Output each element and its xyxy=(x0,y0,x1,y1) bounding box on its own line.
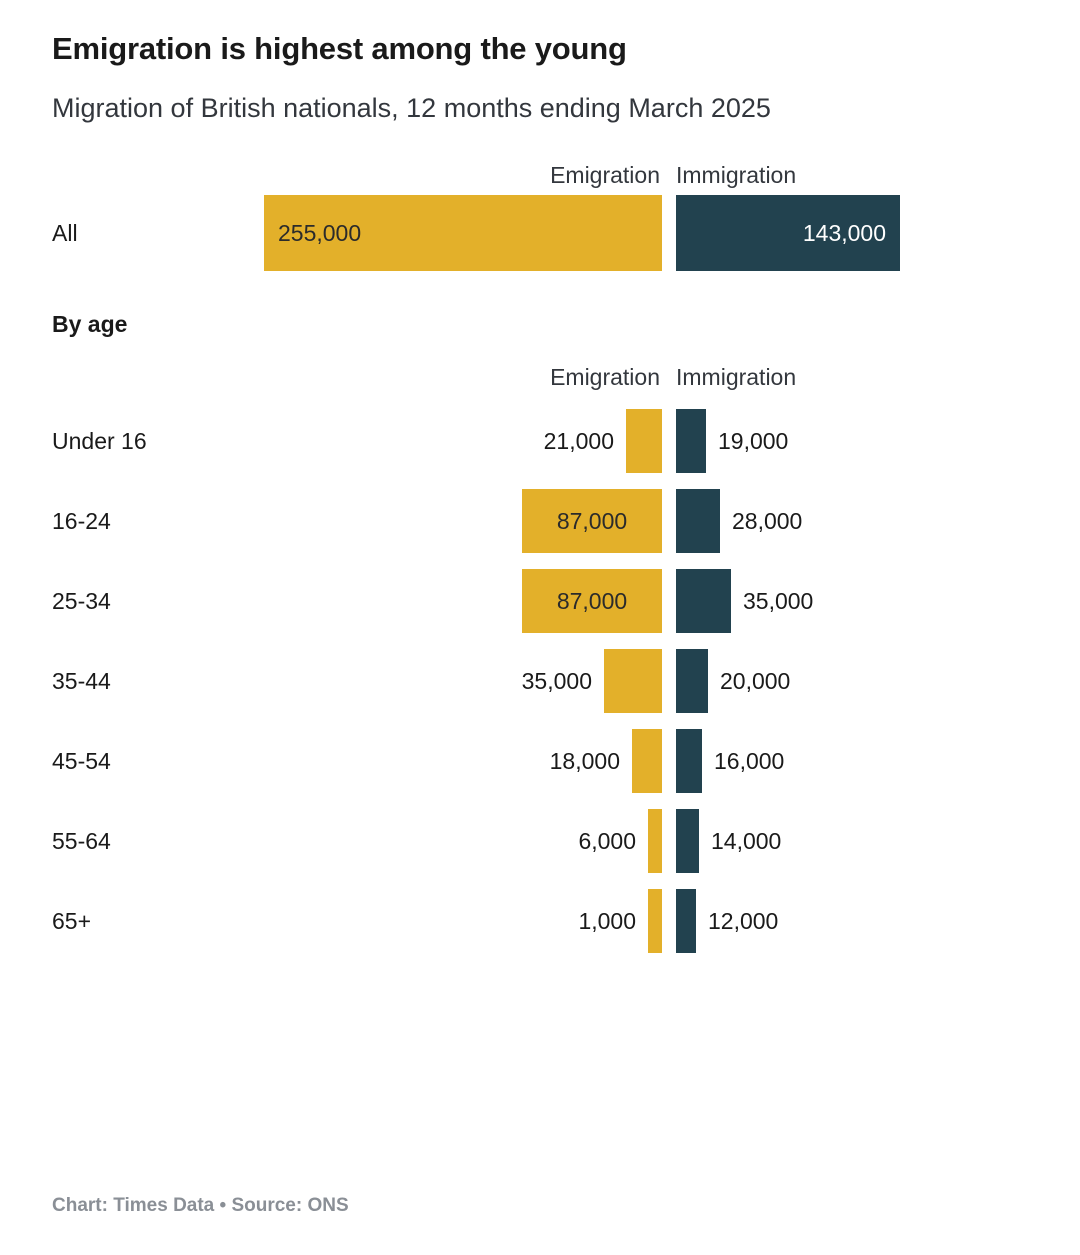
immigration-bar xyxy=(676,729,702,793)
table-row xyxy=(52,881,1032,961)
by-age-heading: By age xyxy=(52,311,128,338)
emigration-bar xyxy=(604,649,662,713)
emigration-bar-cell xyxy=(210,809,662,873)
row-label-all: All xyxy=(52,219,78,246)
immigration-bar xyxy=(676,889,696,953)
emigration-bar xyxy=(648,809,662,873)
table-row xyxy=(52,801,1032,881)
table-row xyxy=(52,401,1032,481)
emigration-bar-cell xyxy=(210,489,662,553)
emigration-bar-cell xyxy=(210,649,662,713)
immigration-bar xyxy=(676,809,699,873)
immigration-bar-cell xyxy=(666,409,1066,473)
emigration-bar-cell xyxy=(210,889,662,953)
page-title: Emigration is highest among the young xyxy=(52,31,627,66)
immigration-bar-cell xyxy=(666,489,1066,553)
chart-subtitle: Migration of British nationals, 12 months ending March 2025 xyxy=(52,93,771,124)
emigration-bar xyxy=(648,889,662,953)
row-label: 16-24 xyxy=(52,507,111,534)
immigration-value-all: 143,000 xyxy=(802,219,886,246)
emigration-value: 6,000 xyxy=(578,827,636,854)
immigration-value: 12,000 xyxy=(708,907,779,934)
immigration-bar-cell xyxy=(666,809,1066,873)
row-label: 35-44 xyxy=(52,667,111,694)
emigration-value: 35,000 xyxy=(521,667,592,694)
immigration-value: 16,000 xyxy=(714,747,785,774)
emigration-bar-cell xyxy=(210,409,662,473)
emigration-value: 18,000 xyxy=(549,747,620,774)
legend-emigration-age: Emigration xyxy=(550,364,660,391)
legend-emigration: Emigration xyxy=(550,162,660,189)
row-label: 45-54 xyxy=(52,747,111,774)
emigration-value: 87,000 xyxy=(556,507,628,534)
emigration-bar xyxy=(522,569,662,633)
emigration-bar xyxy=(632,729,662,793)
immigration-value: 14,000 xyxy=(711,827,782,854)
emigration-value: 21,000 xyxy=(543,427,614,454)
immigration-bar xyxy=(676,489,720,553)
table-row xyxy=(52,481,1032,561)
immigration-bar-cell xyxy=(666,649,1066,713)
immigration-bar-cell xyxy=(666,569,1066,633)
emigration-bar xyxy=(626,409,662,473)
emigration-bar-all xyxy=(264,195,662,271)
emigration-value: 87,000 xyxy=(556,587,628,614)
legend-immigration-age: Immigration xyxy=(676,364,797,391)
immigration-bar xyxy=(676,409,706,473)
immigration-bar xyxy=(676,569,731,633)
totals-header-row xyxy=(52,162,1032,189)
chart-source-caption: Chart: Times Data • Source: ONS xyxy=(52,1195,349,1216)
emigration-value: 1,000 xyxy=(578,907,636,934)
age-header-row xyxy=(52,364,1032,391)
row-label: 25-34 xyxy=(52,587,111,614)
emigration-value-all: 255,000 xyxy=(278,219,362,246)
table-row xyxy=(52,641,1032,721)
totals-section xyxy=(52,162,1032,271)
immigration-bar-cell xyxy=(666,729,1066,793)
legend-immigration: Immigration xyxy=(676,162,797,189)
immigration-value: 35,000 xyxy=(743,587,814,614)
row-label: Under 16 xyxy=(52,427,147,454)
totals-row-all xyxy=(52,195,1032,271)
emigration-bar-cell-all xyxy=(210,195,662,271)
table-row xyxy=(52,561,1032,641)
immigration-bar-all xyxy=(676,195,900,271)
table-row xyxy=(52,721,1032,801)
emigration-bar xyxy=(522,489,662,553)
immigration-value: 20,000 xyxy=(720,667,791,694)
immigration-value: 28,000 xyxy=(732,507,803,534)
row-label: 55-64 xyxy=(52,827,111,854)
immigration-bar-cell-all xyxy=(666,195,1066,271)
immigration-bar-cell xyxy=(666,889,1066,953)
emigration-bar-cell xyxy=(210,729,662,793)
row-label: 65+ xyxy=(52,907,92,934)
emigration-bar-cell xyxy=(210,569,662,633)
immigration-bar xyxy=(676,649,708,713)
immigration-value: 19,000 xyxy=(718,427,789,454)
